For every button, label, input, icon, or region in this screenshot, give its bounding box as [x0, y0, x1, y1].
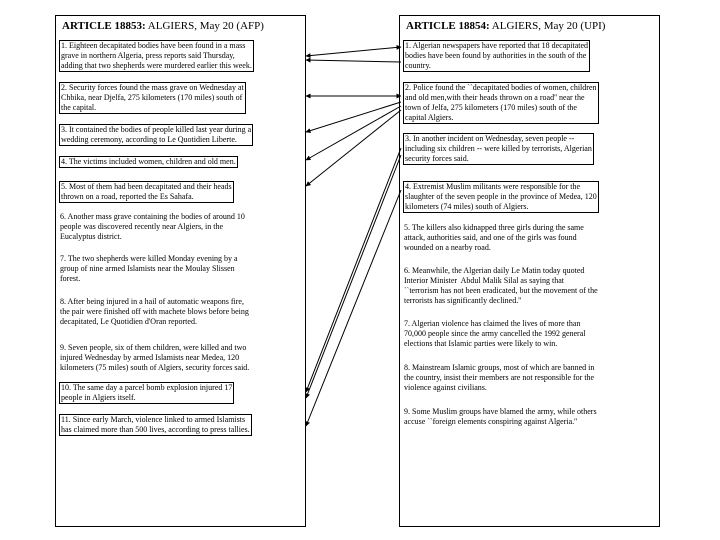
- right-sentence-3: 3. In another incident on Wednesday, seven people -- including six children -- were killed by terrorists, Algerian security forces said.: [405, 134, 592, 163]
- arrow-l10-r3: [306, 148, 401, 392]
- article-18854-header: [406, 20, 605, 32]
- left-sentence-3: 3. It contained the bodies of people killed last year during a wedding ceremony, according to Le Quotidien Liberte.: [61, 125, 252, 144]
- left-sentence-11: 11. Since early March, violence linked to armed Islamists has claimed more than 500 lives, according to press tallies.: [61, 415, 250, 434]
- arrow-l1-r1: [306, 47, 401, 56]
- right-sentence-4: 4. Extremist Muslim militants were responsible for the slaughter of the seven people in the province of Medea, 120 kilometers (74 miles) south of Algiers.: [405, 182, 597, 211]
- header-dateline: ALGIERS, May 20 (UPI): [489, 20, 606, 32]
- header-dateline: ALGIERS, May 20 (AFP): [145, 20, 264, 32]
- arrow-l1-r1b: [306, 60, 401, 62]
- left-sentence-6: 6. Another mass grave containing the bodies of around 10 people was discovered recently near Algiers, in the Eucalyptus district.: [60, 212, 245, 241]
- arrow-l11-r3: [306, 155, 401, 398]
- header-article-id: ARTICLE 18854:: [406, 20, 490, 32]
- right-sentence-8: 8. Mainstream Islamic groups, most of which are banned in the country, insist their members are not responsible for the violence against civilians.: [404, 363, 595, 392]
- article-18853-header: [62, 20, 264, 32]
- arrow-l4-r2: [306, 106, 401, 160]
- left-sentence-9: 9. Seven people, six of them children, were killed and two injured Wednesday by armed Islamists near Medea, 120 kilometers (75 miles) south of Algiers, security forces said.: [60, 343, 250, 372]
- right-sentence-7: 7. Algerian violence has claimed the lives of more than 70,000 people since the army cancelled the 1992 general elections that Islamic parties were likely to win.: [404, 319, 586, 348]
- arrow-l11-r4: [306, 190, 401, 426]
- left-sentence-5: 5. Most of them had been decapitated and their heads thrown on a road, reported the Es Sahafa.: [61, 182, 232, 201]
- article-18853-panel: [55, 15, 306, 527]
- left-sentence-1: 1. Eighteen decapitated bodies have been found in a mass grave in northern Algeria, press reports said Thursday, adding that two shepherds were murdered earlier this week.: [61, 41, 252, 70]
- left-sentence-8: 8. After being injured in a hail of automatic weapons fire, the pair were finished off with machete blows before being decapitated, Le Quotidien d'Oran reported.: [60, 297, 249, 326]
- arrow-l5-r2: [306, 110, 401, 186]
- right-sentence-1: 1. Algerian newspapers have reported that 18 decapitated bodies have been found by authorities in the south of the country.: [405, 41, 589, 70]
- header-article-id: ARTICLE 18853:: [62, 20, 146, 32]
- right-sentence-6: 6. Meanwhile, the Algerian daily Le Matin today quoted Interior Minister Abdul Malik Silal as saying that ``terrorism has not been eradicated, but the movement of the terrorists has significantly declined.'': [404, 266, 598, 305]
- left-sentence-7: 7. The two shepherds were killed Monday evening by a group of nine armed Islamists near the Moulay Slissen forest.: [60, 254, 238, 283]
- left-sentence-10: 10. The same day a parcel bomb explosion injured 17 people in Algiers itself.: [61, 383, 233, 402]
- right-sentence-2: 2. Police found the ``decapitated bodies of women, children and old men,with their heads thrown on a road'' near the town of Jelfa, 275 kilometers (170 miles) south of the capital Algiers.: [405, 83, 597, 122]
- left-sentence-4: 4. The victims included women, children and old men.: [61, 157, 236, 166]
- article-18854-panel: [399, 15, 660, 527]
- left-sentence-2: 2. Security forces found the mass grave on Wednesday at Chbika, near Djelfa, 275 kilometers (170 miles) south of the capital.: [61, 83, 244, 112]
- right-sentence-5: 5. The killers also kidnapped three girls during the same attack, authorities said, and one of the girls was found wounded on a nearby road.: [404, 223, 584, 252]
- arrow-l3-r2: [306, 102, 401, 132]
- right-sentence-9: 9. Some Muslim groups have blamed the army, while others accuse ``foreign elements conspiring against Algeria.'': [404, 407, 597, 426]
